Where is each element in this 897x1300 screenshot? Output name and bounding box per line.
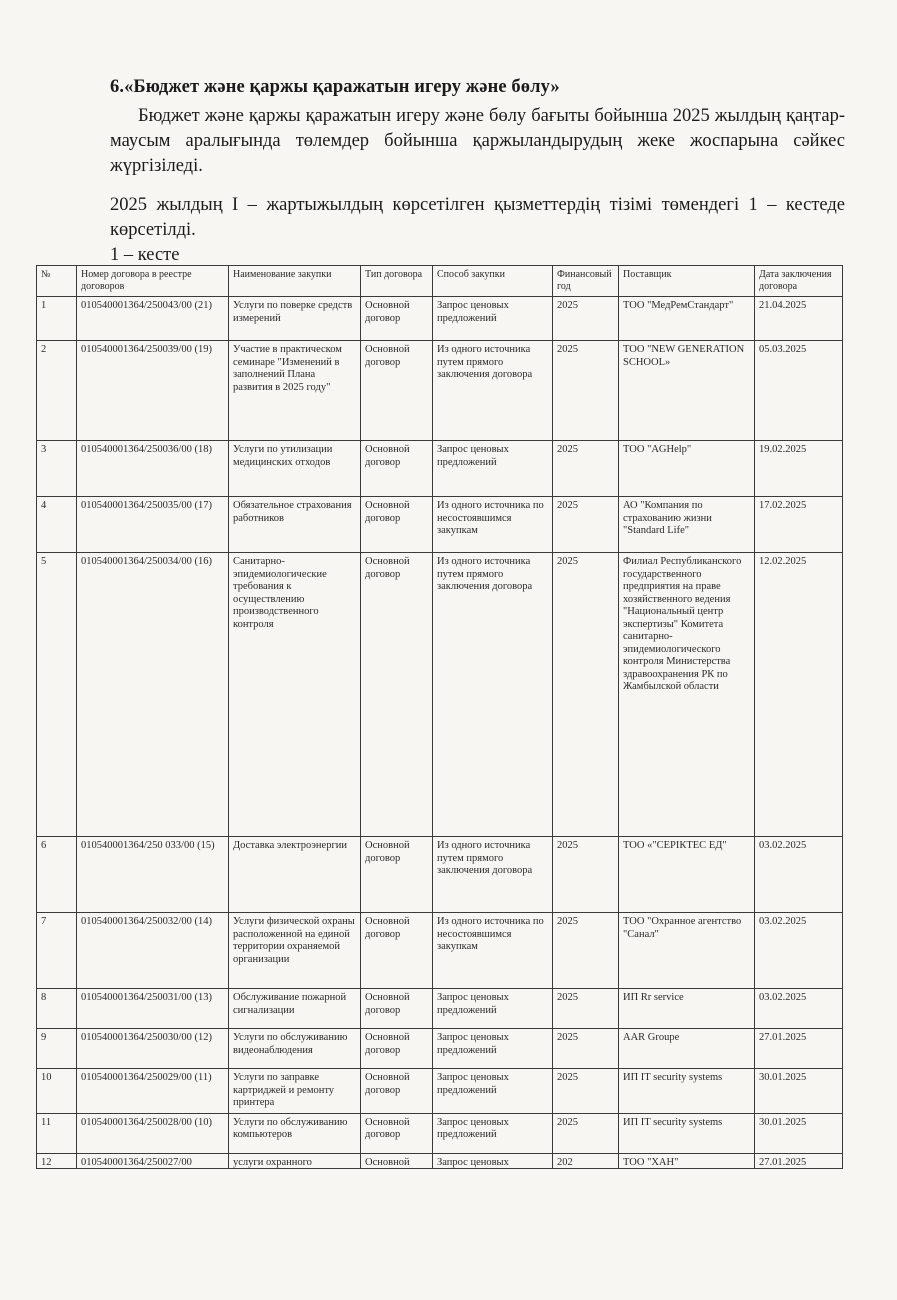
table-row xyxy=(37,1069,843,1114)
cell-purchase-method: Запрос ценовых предложений xyxy=(433,441,553,497)
cell-number: 11 xyxy=(37,1113,77,1153)
cell-purchase-name: Услуги физической охраны расположенной на единой территории охраняемой организации xyxy=(229,913,361,989)
cell-contract-date: 21.04.2025 xyxy=(755,297,843,341)
cell-number: 8 xyxy=(37,989,77,1029)
cell-purchase-name: услуги охранного xyxy=(229,1153,361,1168)
paragraph-intro: Бюджет және қаржы қаражатын игеру және бөлу бағыты бойынша 2025 жылдың қаңтар-маусым аралығында төлемдер бойынша қаржыландырудың жеке жоспарына сәйкес жүргізіледі. xyxy=(110,106,845,176)
table-body xyxy=(37,297,843,1169)
cell-financial-year: 2025 xyxy=(553,837,619,913)
cell-purchase-method: Запрос ценовых предложений xyxy=(433,989,553,1029)
table-row xyxy=(37,341,843,441)
cell-financial-year: 2025 xyxy=(553,989,619,1029)
cell-contract-type: Основной xyxy=(361,1153,433,1168)
cell-financial-year: 2025 xyxy=(553,441,619,497)
header-contract-number: Номер договора в реестре договоров xyxy=(77,266,229,297)
header-purchase-method: Способ закупки xyxy=(433,266,553,297)
cell-contract-type: Основной договор xyxy=(361,837,433,913)
table-row xyxy=(37,989,843,1029)
cell-number: 10 xyxy=(37,1069,77,1114)
cell-purchase-method: Запрос ценовых xyxy=(433,1153,553,1168)
cell-purchase-method: Из одного источника путем прямого заключения договора xyxy=(433,837,553,913)
cell-financial-year: 2025 xyxy=(553,1029,619,1069)
cell-purchase-method: Запрос ценовых предложений xyxy=(433,1029,553,1069)
cell-number: 5 xyxy=(37,553,77,837)
cell-financial-year: 2025 xyxy=(553,1113,619,1153)
cell-number: 6 xyxy=(37,837,77,913)
cell-contract-type: Основной договор xyxy=(361,1069,433,1114)
cell-purchase-method: Из одного источника путем прямого заключения договора xyxy=(433,553,553,837)
cell-contract-number: 010540001364/250032/00 (14) xyxy=(77,913,229,989)
cell-purchase-method: Запрос ценовых предложений xyxy=(433,1113,553,1153)
cell-supplier: ТОО "Охранное агентство "Санал" xyxy=(619,913,755,989)
cell-contract-type: Основной договор xyxy=(361,913,433,989)
cell-purchase-method: Запрос ценовых предложений xyxy=(433,1069,553,1114)
cell-supplier: ИП IT security systems xyxy=(619,1069,755,1114)
cell-contract-date: 27.01.2025 xyxy=(755,1029,843,1069)
cell-contract-number: 010540001364/250036/00 (18) xyxy=(77,441,229,497)
cell-contract-number: 010540001364/250029/00 (11) xyxy=(77,1069,229,1114)
cell-contract-type: Основной договор xyxy=(361,989,433,1029)
cell-supplier: AAR Groupe xyxy=(619,1029,755,1069)
table-caption: 1 – кесте xyxy=(110,245,180,265)
cell-purchase-name: Обслуживание пожарной сигнализации xyxy=(229,989,361,1029)
cell-purchase-name: Услуги по заправке картриджей и ремонту принтера xyxy=(229,1069,361,1114)
cell-financial-year: 2025 xyxy=(553,341,619,441)
table-row xyxy=(37,1153,843,1168)
cell-contract-number: 010540001364/250031/00 (13) xyxy=(77,989,229,1029)
cell-contract-date: 03.02.2025 xyxy=(755,913,843,989)
header-contract-type: Тип договора xyxy=(361,266,433,297)
table-row xyxy=(37,837,843,913)
cell-contract-date: 17.02.2025 xyxy=(755,497,843,553)
cell-contract-type: Основной договор xyxy=(361,553,433,837)
cell-supplier: ТОО "AGHelp" xyxy=(619,441,755,497)
cell-purchase-name: Услуги по утилизации медицинских отходов xyxy=(229,441,361,497)
cell-contract-number: 010540001364/250035/00 (17) xyxy=(77,497,229,553)
cell-purchase-name: Участие в практическом семинаре "Изменений в заполнений Плана развития в 2025 году" xyxy=(229,341,361,441)
cell-number: 1 xyxy=(37,297,77,341)
cell-contract-number: 010540001364/250034/00 (16) xyxy=(77,553,229,837)
cell-contract-number: 010540001364/250043/00 (21) xyxy=(77,297,229,341)
cell-contract-type: Основной договор xyxy=(361,1029,433,1069)
cell-purchase-name: Услуги по обслуживанию видеонаблюдения xyxy=(229,1029,361,1069)
cell-number: 2 xyxy=(37,341,77,441)
cell-purchase-method: Из одного источника по несостоявшимся закупкам xyxy=(433,497,553,553)
paragraph-table-reference: 2025 жылдың I – жартыжылдың көрсетілген қызметтердің тізімі төмендегі 1 – кестеде көрсетілді. xyxy=(110,195,845,240)
cell-purchase-name: Услуги по поверке средств измерений xyxy=(229,297,361,341)
cell-purchase-name: Услуги по обслуживанию компьютеров xyxy=(229,1113,361,1153)
cell-financial-year: 2025 xyxy=(553,913,619,989)
cell-contract-type: Основной договор xyxy=(361,497,433,553)
cell-contract-date: 19.02.2025 xyxy=(755,441,843,497)
cell-financial-year: 2025 xyxy=(553,1069,619,1114)
cell-financial-year: 202 xyxy=(553,1153,619,1168)
cell-contract-type: Основной договор xyxy=(361,341,433,441)
cell-contract-date: 30.01.2025 xyxy=(755,1113,843,1153)
cell-financial-year: 2025 xyxy=(553,553,619,837)
cell-contract-date: 05.03.2025 xyxy=(755,341,843,441)
cell-financial-year: 2025 xyxy=(553,497,619,553)
cell-number: 12 xyxy=(37,1153,77,1168)
cell-number: 3 xyxy=(37,441,77,497)
cell-supplier: ТОО «"СЕРІКТЕС ЕД" xyxy=(619,837,755,913)
cell-contract-number: 010540001364/250030/00 (12) xyxy=(77,1029,229,1069)
header-contract-date: Дата заключения договора xyxy=(755,266,843,297)
table-row xyxy=(37,441,843,497)
cell-number: 4 xyxy=(37,497,77,553)
cell-financial-year: 2025 xyxy=(553,297,619,341)
cell-number: 7 xyxy=(37,913,77,989)
cell-contract-date: 12.02.2025 xyxy=(755,553,843,837)
section-heading: 6.«Бюджет және қаржы қаражатын игеру және бөлу» xyxy=(110,77,560,97)
table-row xyxy=(37,1113,843,1153)
cell-purchase-name: Обязательное страхования работников xyxy=(229,497,361,553)
cell-contract-date: 03.02.2025 xyxy=(755,837,843,913)
header-purchase-name: Наименование закупки xyxy=(229,266,361,297)
cell-contract-number: 010540001364/250039/00 (19) xyxy=(77,341,229,441)
cell-contract-type: Основной договор xyxy=(361,297,433,341)
table-row xyxy=(37,913,843,989)
cell-contract-date: 30.01.2025 xyxy=(755,1069,843,1114)
table-row xyxy=(37,1029,843,1069)
cell-contract-date: 27.01.2025 xyxy=(755,1153,843,1168)
table-header-row xyxy=(37,266,843,297)
cell-contract-date: 03.02.2025 xyxy=(755,989,843,1029)
cell-purchase-method: Из одного источника путем прямого заключения договора xyxy=(433,341,553,441)
header-supplier: Поставщик xyxy=(619,266,755,297)
table-row xyxy=(37,553,843,837)
table-row xyxy=(37,497,843,553)
cell-contract-type: Основной договор xyxy=(361,1113,433,1153)
cell-supplier: Филиал Республиканского государственного предприятия на праве хозяйственного ведения "Национальный центр экспертизы" Комитета санитарно-эпидемиологического контроля Министерства здравоохранения РК по Жамбылской области xyxy=(619,553,755,837)
cell-purchase-method: Запрос ценовых предложений xyxy=(433,297,553,341)
cell-purchase-name: Доставка электроэнергии xyxy=(229,837,361,913)
cell-supplier: ИП IT security systems xyxy=(619,1113,755,1153)
table-row xyxy=(37,297,843,341)
cell-number: 9 xyxy=(37,1029,77,1069)
cell-contract-type: Основной договор xyxy=(361,441,433,497)
cell-purchase-method: Из одного источника по несостоявшимся закупкам xyxy=(433,913,553,989)
cell-supplier: ТОО "МедРемСтандарт" xyxy=(619,297,755,341)
cell-supplier: ТОО "NEW GENERATION SCHOOL» xyxy=(619,341,755,441)
cell-contract-number: 010540001364/250028/00 (10) xyxy=(77,1113,229,1153)
cell-supplier: ИП Rr service xyxy=(619,989,755,1029)
cell-contract-number: 010540001364/250027/00 xyxy=(77,1153,229,1168)
header-number: № xyxy=(37,266,77,297)
cell-supplier: АО "Компания по страхованию жизни "Standard Life" xyxy=(619,497,755,553)
cell-contract-number: 010540001364/250 033/00 (15) xyxy=(77,837,229,913)
cell-supplier: ТОО "ХАН" xyxy=(619,1153,755,1168)
cell-purchase-name: Санитарно-эпидемиологические требования к осуществлению производственного контроля xyxy=(229,553,361,837)
contracts-table xyxy=(36,265,843,1169)
header-financial-year: Финансовый год xyxy=(553,266,619,297)
